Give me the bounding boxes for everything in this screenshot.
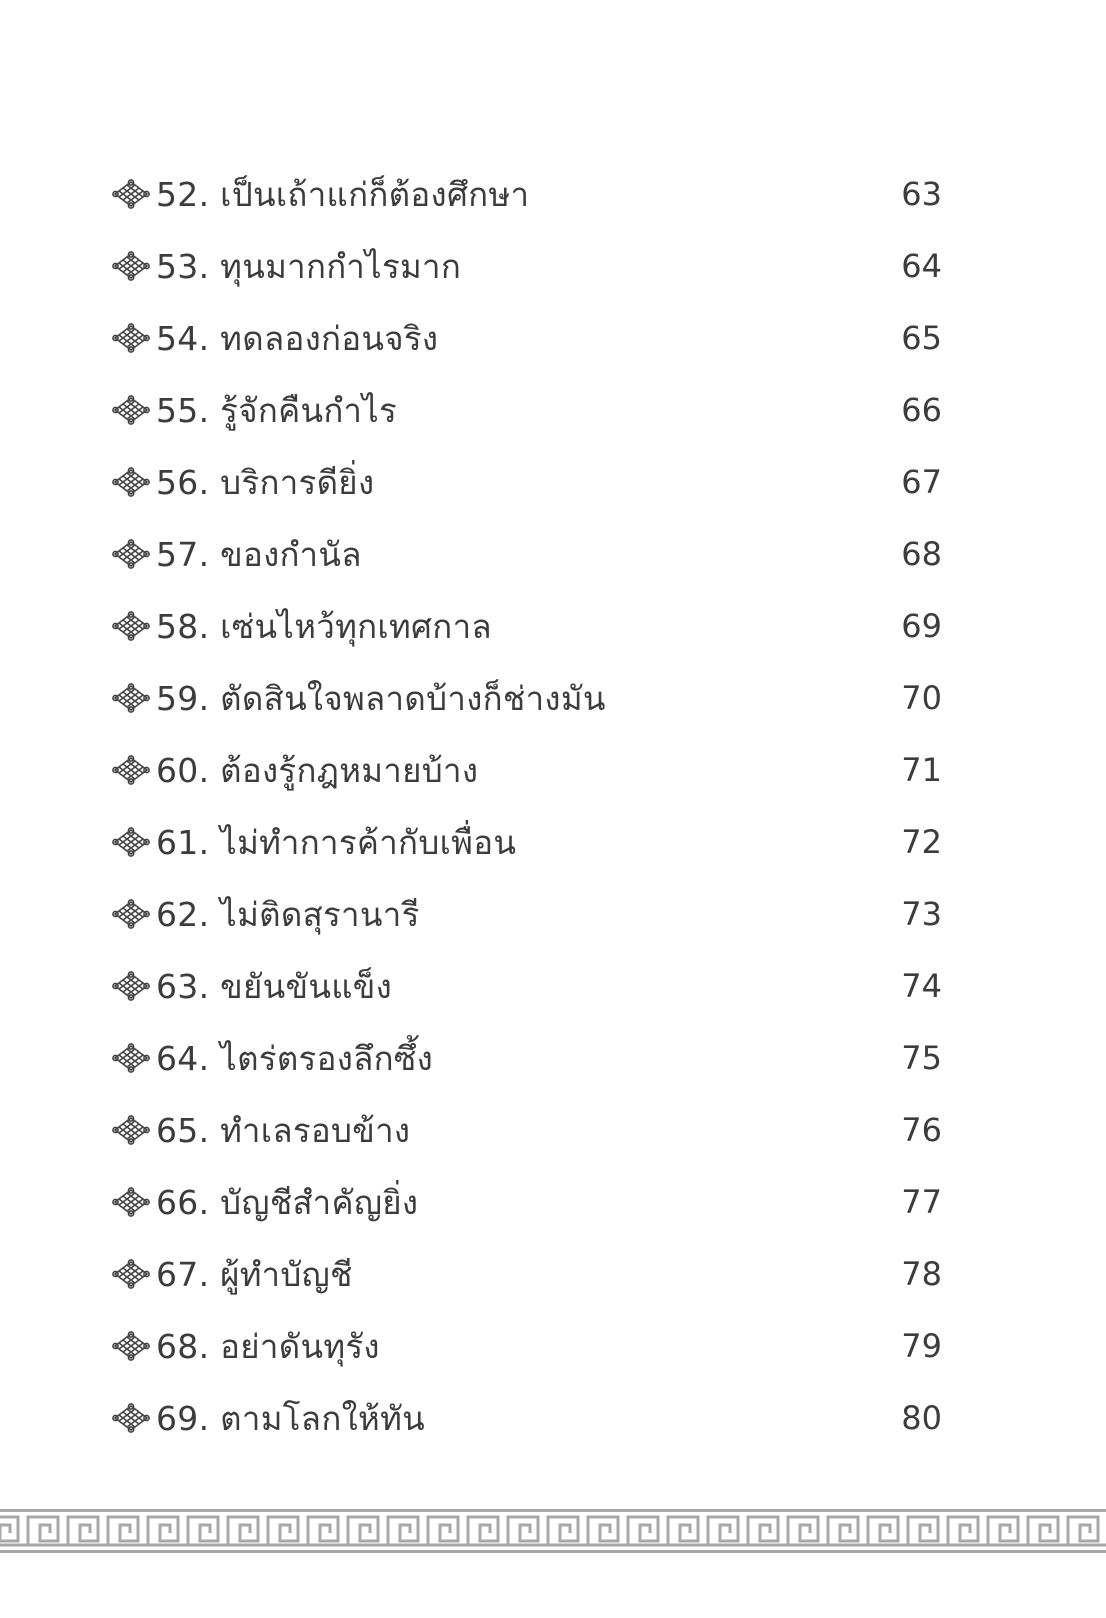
toc-entry[interactable]	[112, 878, 942, 950]
toc-entry-title: 52. เป็นเถ้าแก่ก็ต้องศึกษา	[156, 174, 530, 214]
toc-entry-title: 60. ต้องรู้กฎหมายบ้าง	[156, 750, 479, 790]
toc-entry[interactable]	[112, 1022, 942, 1094]
endless-knot-icon	[112, 824, 156, 860]
toc-entry[interactable]	[112, 158, 942, 230]
toc-entry-page: 66	[901, 391, 942, 429]
toc-entry[interactable]	[112, 734, 942, 806]
endless-knot-icon	[112, 1328, 156, 1364]
toc-entry-title: 61. ไม่ทำการค้ากับเพื่อน	[156, 822, 517, 862]
toc-entry-title: 67. ผู้ทำบัญชี	[156, 1254, 353, 1294]
toc-entry-title: 58. เซ่นไหว้ทุกเทศกาล	[156, 606, 492, 646]
endless-knot-icon	[112, 1256, 156, 1292]
toc-entry-title: 53. ทุนมากกำไรมาก	[156, 246, 462, 286]
toc-entry[interactable]	[112, 1382, 942, 1454]
toc-entry[interactable]	[112, 1094, 942, 1166]
toc-entry-title: 69. ตามโลกให้ทัน	[156, 1398, 425, 1438]
endless-knot-icon	[112, 176, 156, 212]
endless-knot-icon	[112, 536, 156, 572]
endless-knot-icon	[112, 1040, 156, 1076]
toc-entry-title: 55. รู้จักคืนกำไร	[156, 390, 398, 430]
toc-entry-page: 74	[901, 967, 942, 1005]
toc-entry-title: 63. ขยันขันแข็ง	[156, 966, 393, 1006]
toc-entry-title: 62. ไม่ติดสุรานารี	[156, 894, 420, 934]
toc-entry-page: 80	[901, 1399, 942, 1437]
toc-entry[interactable]	[112, 1166, 942, 1238]
endless-knot-icon	[112, 248, 156, 284]
toc-entry[interactable]	[112, 590, 942, 662]
toc-entry[interactable]	[112, 1238, 942, 1310]
toc-entry[interactable]	[112, 230, 942, 302]
endless-knot-icon	[112, 1112, 156, 1148]
endless-knot-icon	[112, 392, 156, 428]
toc-entry-page: 70	[901, 679, 942, 717]
toc-entry-title: 65. ทำเลรอบข้าง	[156, 1110, 411, 1150]
endless-knot-icon	[112, 608, 156, 644]
endless-knot-icon	[112, 464, 156, 500]
toc-entry-page: 72	[901, 823, 942, 861]
toc-entry-title: 59. ตัดสินใจพลาดบ้างก็ช่างมัน	[156, 678, 606, 718]
toc-entry-page: 67	[901, 463, 942, 501]
endless-knot-icon	[112, 680, 156, 716]
toc-entry[interactable]	[112, 1310, 942, 1382]
greek-key-border-icon	[0, 1508, 1106, 1554]
toc-entry-page: 73	[901, 895, 942, 933]
toc-entry-page: 78	[901, 1255, 942, 1293]
toc-entry-page: 75	[901, 1039, 942, 1077]
toc-entry-title: 64. ไตร่ตรองลึกซึ้ง	[156, 1038, 434, 1078]
endless-knot-icon	[112, 968, 156, 1004]
toc-entry[interactable]	[112, 662, 942, 734]
toc-entry-title: 66. บัญชีสำคัญยิ่ง	[156, 1182, 419, 1222]
toc-entry[interactable]	[112, 302, 942, 374]
toc-entry[interactable]	[112, 374, 942, 446]
toc-entry-page: 77	[901, 1183, 942, 1221]
toc-entry-page: 69	[901, 607, 942, 645]
toc-entry-page: 63	[901, 175, 942, 213]
toc-entry-page: 76	[901, 1111, 942, 1149]
toc-entry-page: 79	[901, 1327, 942, 1365]
endless-knot-icon	[112, 320, 156, 356]
toc-entry-page: 65	[901, 319, 942, 357]
toc-entry-page: 64	[901, 247, 942, 285]
table-of-contents	[112, 158, 942, 1454]
toc-entry-page: 71	[901, 751, 942, 789]
toc-entry[interactable]	[112, 806, 942, 878]
toc-entry[interactable]	[112, 950, 942, 1022]
toc-entry-page: 68	[901, 535, 942, 573]
toc-entry-title: 54. ทดลองก่อนจริง	[156, 318, 439, 358]
endless-knot-icon	[112, 1400, 156, 1436]
endless-knot-icon	[112, 752, 156, 788]
toc-entry[interactable]	[112, 446, 942, 518]
toc-entry[interactable]	[112, 518, 942, 590]
toc-entry-title: 68. อย่าดันทุรัง	[156, 1326, 380, 1366]
toc-entry-title: 57. ของกำนัล	[156, 534, 362, 574]
endless-knot-icon	[112, 896, 156, 932]
toc-entry-title: 56. บริการดียิ่ง	[156, 462, 375, 502]
endless-knot-icon	[112, 1184, 156, 1220]
